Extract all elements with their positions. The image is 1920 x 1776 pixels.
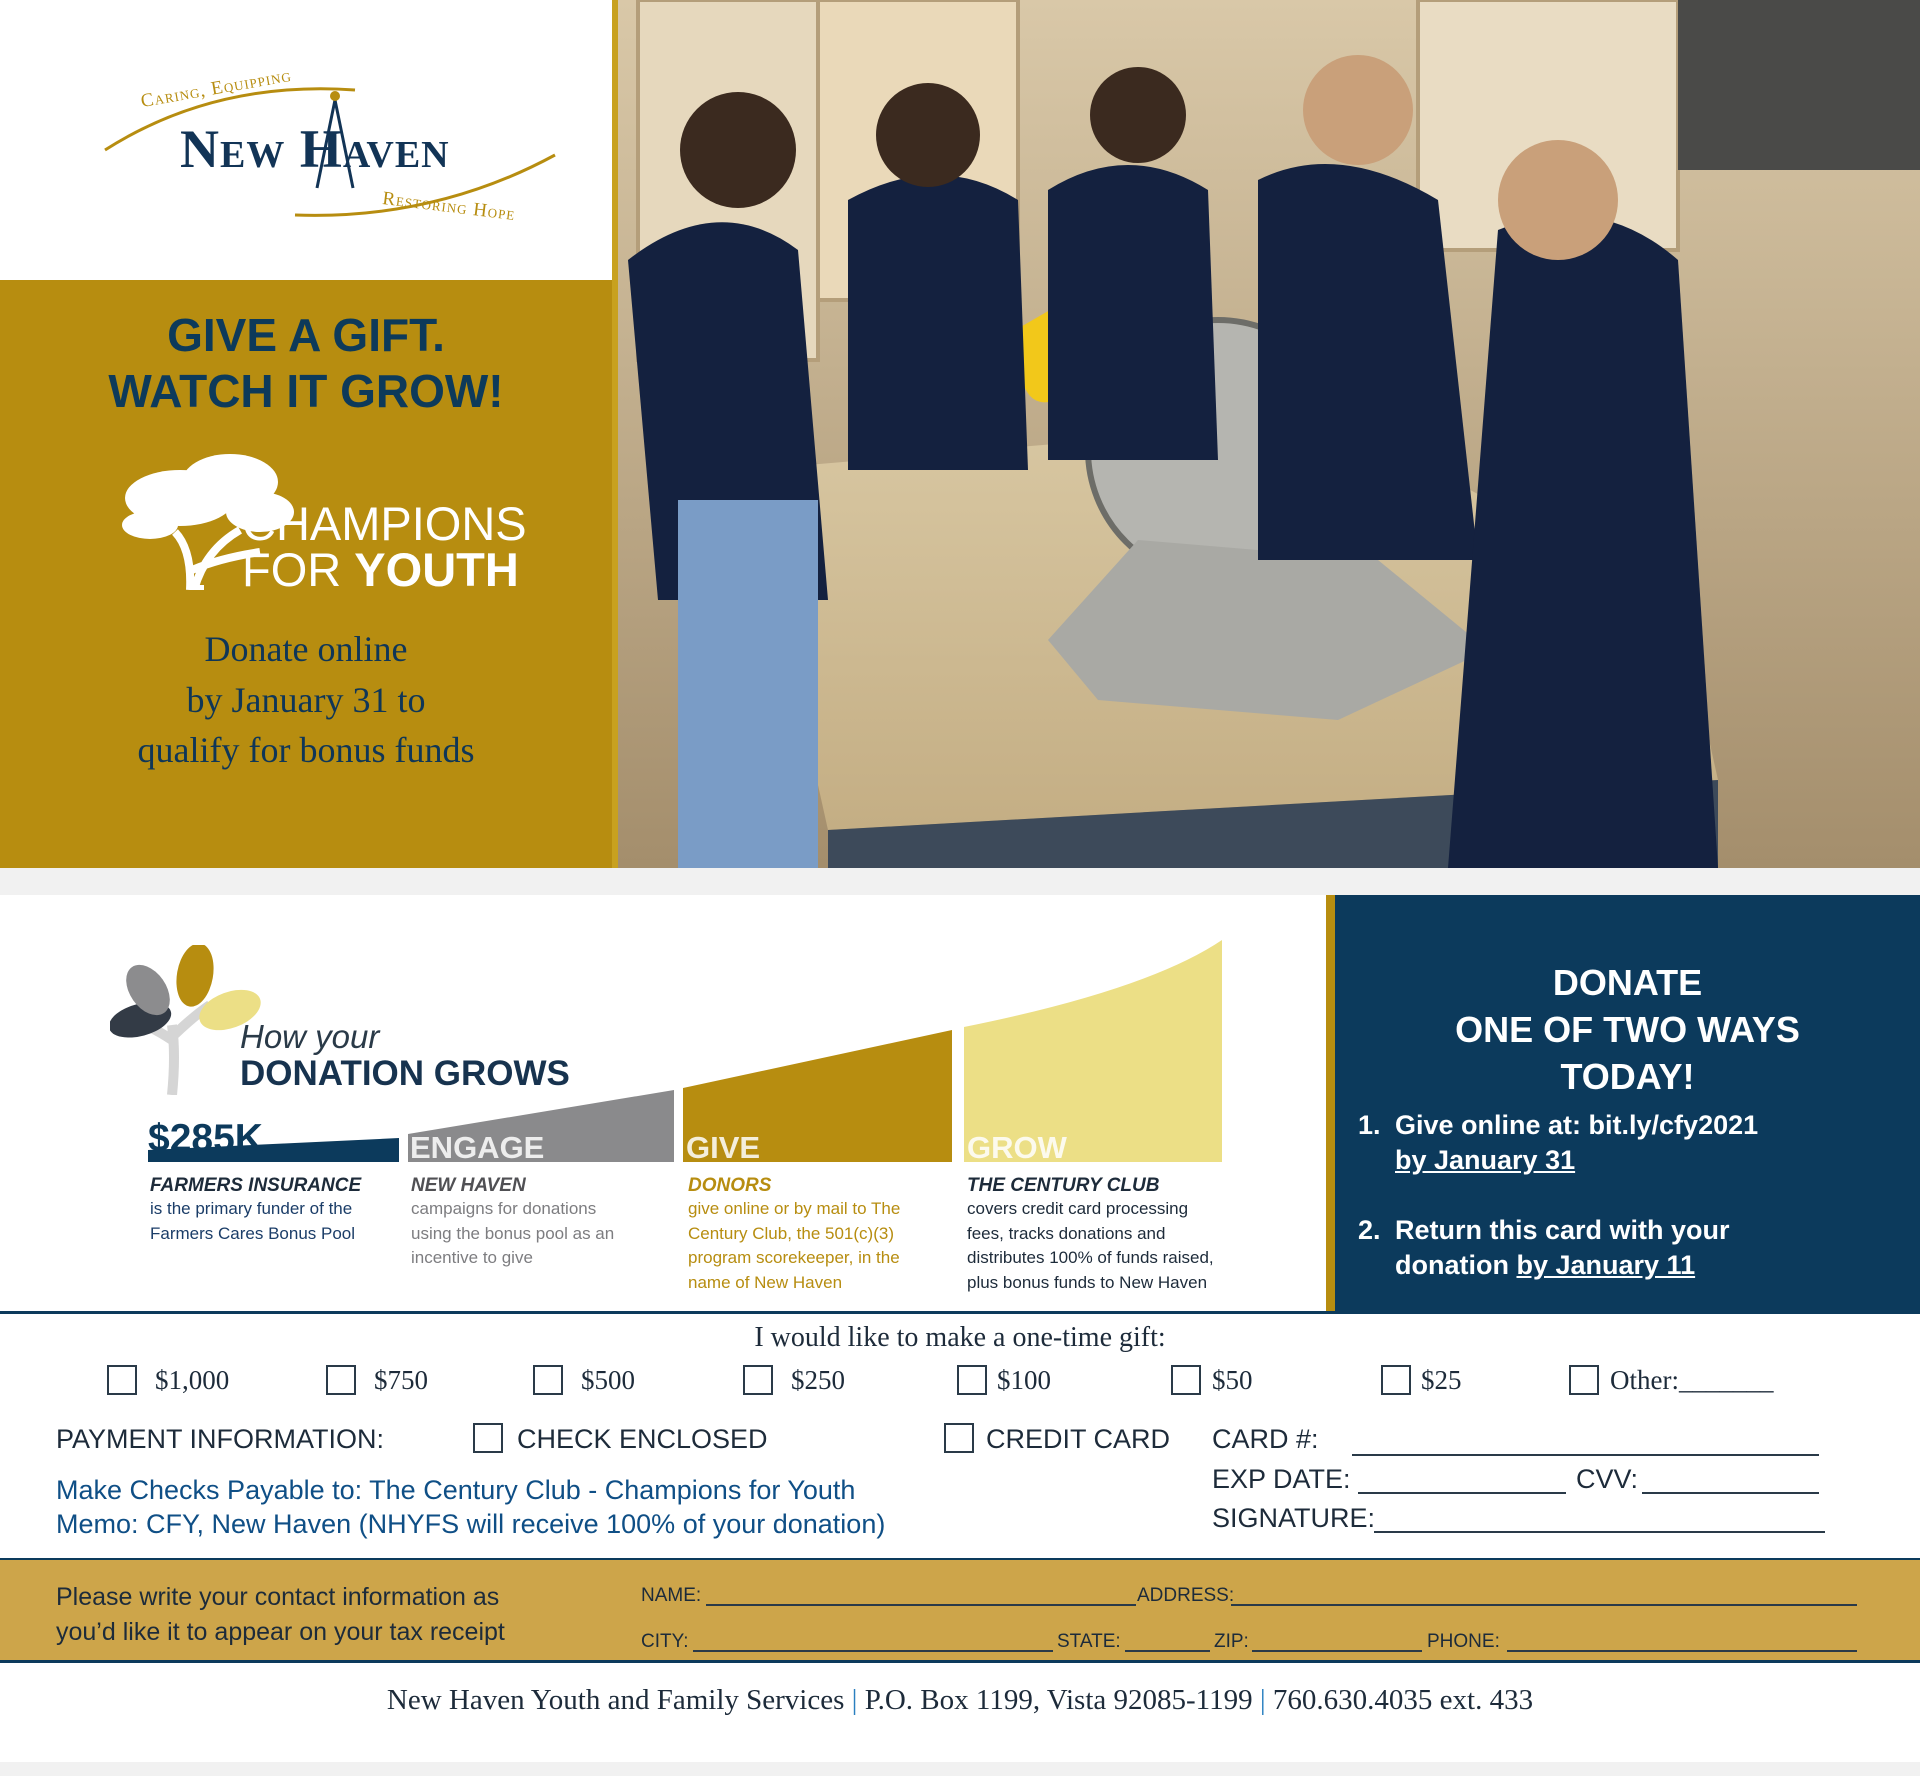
donate-title-3: TODAY! [1560, 1056, 1695, 1097]
check-enclosed-label: CHECK ENCLOSED [517, 1424, 768, 1454]
city-label: CITY: [641, 1631, 689, 1652]
footer-line [0, 1684, 1920, 1717]
signature-label: SIGNATURE: [1212, 1503, 1376, 1533]
donate-title-2: ONE OF TWO WAYS [1455, 1009, 1800, 1050]
column-body-line: program scorekeeper, in the [688, 1248, 900, 1267]
column-title: DONORS [688, 1175, 772, 1196]
headline-line-1: GIVE A GIFT. [167, 309, 445, 361]
address-field[interactable] [1231, 1580, 1857, 1606]
column-title: FARMERS INSURANCE [150, 1175, 362, 1196]
divider-strip [0, 868, 1920, 895]
city-field[interactable] [693, 1626, 1053, 1652]
column-farmers [150, 1175, 400, 1246]
column-donors [688, 1175, 948, 1295]
signature-field[interactable] [1374, 1505, 1825, 1533]
form-top-rule [0, 1311, 1920, 1314]
column-body-line: plus bonus funds to New Haven [967, 1272, 1208, 1292]
checkbox[interactable] [1171, 1365, 1201, 1395]
payment-info-label: PAYMENT INFORMATION: [56, 1424, 385, 1454]
state-label: STATE: [1057, 1631, 1121, 1652]
column-body-line: incentive to give [411, 1248, 533, 1267]
amount-label: $500 [581, 1365, 635, 1395]
exp-date-field[interactable] [1358, 1466, 1566, 1494]
logo-brand: New Haven [180, 119, 450, 179]
step-1-number: 1. [1358, 1110, 1381, 1140]
column-title: THE CENTURY CLUB [967, 1175, 1160, 1196]
column-body-line: fees, tracks donations and [967, 1223, 1166, 1243]
amount-label: Other:_______ [1610, 1365, 1774, 1395]
step-2-line-2 [1395, 1248, 1695, 1283]
column-century-club [967, 1175, 1267, 1295]
amount-label: $50 [1212, 1365, 1253, 1395]
bottom-strip [0, 1762, 1920, 1776]
grows-title-2: DONATION GROWS [240, 1054, 570, 1093]
address-label: ADDRESS: [1137, 1585, 1235, 1606]
cfy-for: FOR [242, 543, 355, 596]
donate-online-line-2: by January 31 to [186, 680, 426, 720]
footer [0, 1662, 1920, 1762]
donate-title-1: DONATE [1552, 962, 1703, 1003]
step-1-text: Give online at: bit.ly/cfy2021 [1395, 1110, 1759, 1140]
contact-instruction-1: Please write your contact information as [56, 1583, 500, 1611]
phone-field[interactable] [1507, 1626, 1857, 1652]
contact-info-band [0, 1560, 1920, 1662]
promo-panel [0, 280, 612, 868]
cvv-label: CVV: [1576, 1464, 1639, 1494]
checkbox[interactable] [1569, 1365, 1599, 1395]
column-body-line: using the bonus pool as an [411, 1223, 615, 1243]
column-body-line: give online or by mail to The [688, 1199, 901, 1218]
contact-instruction-2: you’d like it to appear on your tax receipt [56, 1618, 505, 1646]
zip-field[interactable] [1252, 1626, 1422, 1652]
stage-grow-label: GROW [967, 1130, 1067, 1165]
stage-grow-bar [964, 940, 1222, 1162]
logo-tagline-bottom: Restoring Hope [381, 187, 517, 226]
stage-engage-label: ENGAGE [410, 1130, 545, 1165]
phone-label: PHONE: [1427, 1631, 1500, 1652]
credit-card-checkbox[interactable] [944, 1423, 974, 1453]
cfy-champions: CHAMPIONS [242, 497, 527, 550]
column-body-line: campaigns for donations [411, 1199, 597, 1218]
name-label: NAME: [641, 1585, 702, 1606]
footer-org: New Haven Youth and Family Services [386, 1684, 845, 1716]
state-field[interactable] [1125, 1626, 1210, 1652]
stage-give-label: GIVE [686, 1130, 761, 1165]
step-2-number: 2. [1358, 1215, 1381, 1245]
youth-woodshop-photo [612, 0, 1920, 868]
card-number-label: CARD #: [1212, 1424, 1319, 1454]
amount-label: $750 [374, 1365, 428, 1395]
cfy-youth: YOUTH [354, 543, 519, 596]
column-body-line: Century Club, the 501(c)(3) [688, 1223, 894, 1243]
donate-online-line-3: qualify for bonus funds [137, 730, 475, 770]
logo-area [0, 0, 612, 280]
column-body-line: distributes 100% of funds raised, [967, 1248, 1214, 1267]
amount-285k: $285K [148, 1117, 263, 1160]
amount-label: $1,000 [155, 1365, 230, 1395]
zip-label: ZIP: [1214, 1631, 1249, 1652]
donate-ways-panel [1326, 895, 1920, 1313]
column-new-haven [411, 1175, 651, 1271]
payable-line-2: Memo: CFY, New Haven (NHYFS will receive 100% of your donation) [56, 1509, 886, 1539]
footer-separator: | [851, 1684, 858, 1716]
logo-tagline-top: Caring, Equipping [139, 64, 294, 113]
exp-date-label: EXP DATE: [1212, 1464, 1351, 1494]
credit-card-label: CREDIT CARD [986, 1424, 1171, 1454]
amount-label: $100 [997, 1365, 1051, 1395]
amount-label: $25 [1421, 1365, 1462, 1395]
name-field[interactable] [706, 1580, 1136, 1606]
column-body-line: Farmers Cares Bonus Pool [150, 1223, 356, 1243]
amount-label: $250 [791, 1365, 845, 1395]
footer-separator: | [1259, 1684, 1266, 1716]
step-1-deadline-link[interactable]: by January 31 [1395, 1145, 1576, 1175]
step-2-deadline-link[interactable]: by January 11 [1516, 1250, 1696, 1280]
card-number-field[interactable] [1352, 1428, 1819, 1456]
cfy-for-youth [242, 543, 519, 596]
checkbox[interactable] [533, 1365, 563, 1395]
checkbox[interactable] [1381, 1365, 1411, 1395]
cvv-field[interactable] [1642, 1466, 1819, 1494]
check-enclosed-checkbox[interactable] [473, 1423, 503, 1453]
step-2-prefix: donation [1395, 1250, 1517, 1280]
checkbox[interactable] [107, 1365, 137, 1395]
checkbox[interactable] [326, 1365, 356, 1395]
gift-prompt: I would like to make a one-time gift: [754, 1322, 1166, 1353]
checkbox[interactable] [957, 1365, 987, 1395]
footer-po-box: P.O. Box 1199, Vista 92085-1199 [864, 1684, 1253, 1716]
footer-phone: 760.630.4035 ext. 433 [1272, 1684, 1534, 1716]
payable-line-1: Make Checks Payable to: The Century Club - Champions for Youth [56, 1475, 856, 1505]
grows-title-1: How your [240, 1018, 380, 1055]
column-body-line: is the primary funder of the [150, 1199, 353, 1218]
column-body-line: name of New Haven [688, 1272, 843, 1292]
column-title: NEW HAVEN [411, 1175, 526, 1196]
step-2-text: Return this card with your [1395, 1215, 1730, 1245]
donate-online-line-1: Donate online [204, 629, 408, 669]
checkbox[interactable] [743, 1365, 773, 1395]
headline-line-2: WATCH IT GROW! [108, 365, 504, 417]
column-body-line: covers credit card processing [967, 1199, 1189, 1218]
